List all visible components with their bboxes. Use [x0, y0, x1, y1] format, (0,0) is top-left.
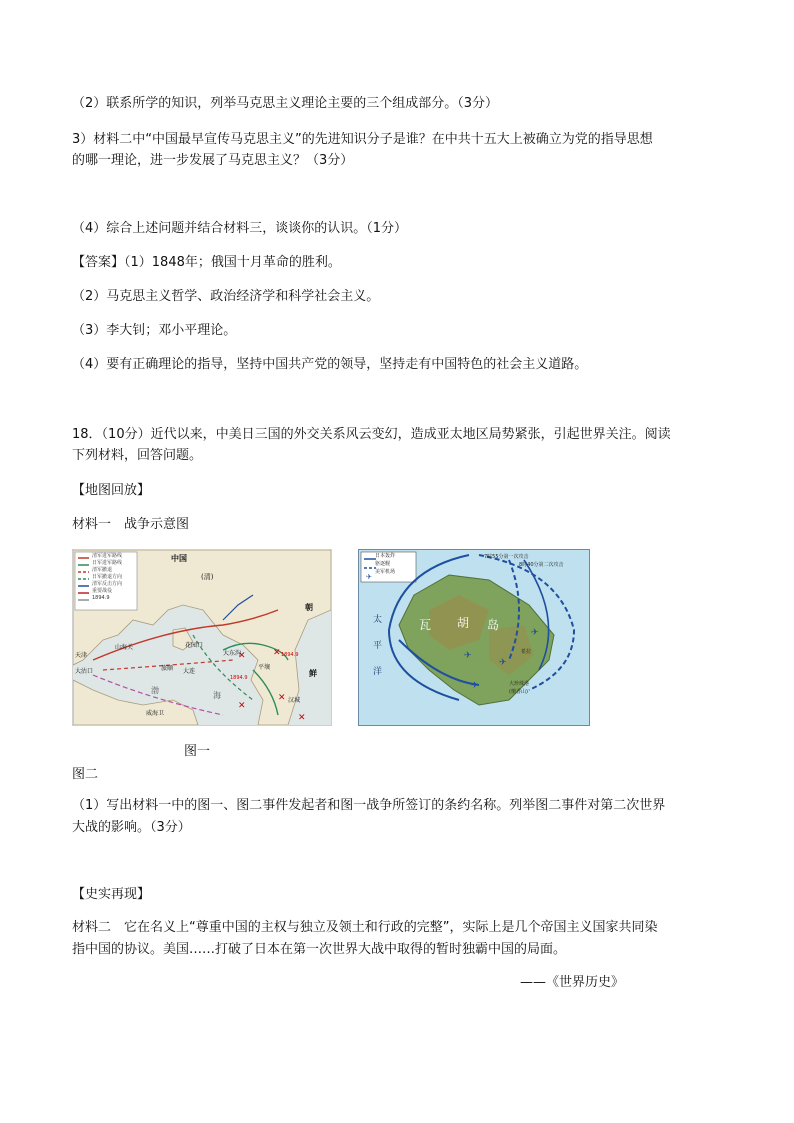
map-label-ocean-3: 洋	[373, 667, 383, 677]
svg-text:✕: ✕	[278, 693, 286, 703]
map-label-island-2: 胡	[457, 616, 470, 630]
legend-item: 日本轰炸	[375, 553, 396, 559]
map-label-shanhaiguan: 山海关	[115, 644, 134, 651]
sub-question-1-line1: （1）写出材料一中的图一、图二事件发起者和图一战争所签订的条约名称。列举图二事件对第二次世界	[72, 798, 666, 813]
question-4: （4）综合上述问题并结合材料三，谈谈你的认识。（1分）	[72, 221, 408, 236]
map-label-weihaiwei: 威海卫	[146, 710, 165, 717]
svg-text:✕: ✕	[273, 648, 281, 658]
svg-text:✈: ✈	[499, 658, 507, 668]
svg-text:✕: ✕	[298, 713, 306, 723]
svg-text:✈: ✈	[366, 573, 372, 581]
map-label-hancheng: 汉城	[288, 697, 301, 704]
question-3-line2: 的哪一理论，进一步发展了马克思主义？（3分）	[72, 153, 354, 168]
material-1-title: 材料一 战争示意图	[72, 517, 190, 532]
map-label-island-3: 岛	[487, 618, 500, 632]
map-label-dadonggou: 大东沟	[223, 650, 242, 657]
map-label-city: (檀香山)	[509, 689, 528, 695]
question-3-line1: 3）材料二中“中国最早宣传马克思主义”的先进知识分子是谁？在中共十五大上被确立为党的指导思想	[72, 132, 653, 147]
sub-question-1-line2: 大战的影响。（3分）	[72, 820, 191, 835]
question-18-line2: 下列材料，回答问题。	[72, 448, 203, 463]
attack-map-svg	[359, 550, 589, 725]
material-2-line1: 材料二 它在名义上“尊重中国的主权与独立及领土和行政的完整”，实际上是几个帝国主义国家共同染	[72, 920, 658, 935]
map-note-1: 7时55分第一次攻击	[484, 554, 529, 560]
map-label-korea-2: 鲜	[309, 669, 317, 678]
question-2: （2）联系所学的知识，列举马克思主义理论主要的三个组成部分。（3分）	[72, 96, 499, 111]
svg-text:✈: ✈	[464, 651, 472, 661]
legend-item: 1894.9	[92, 595, 110, 601]
map-label-port: 希拉	[521, 649, 532, 655]
legend-item: 清军反击方向	[92, 581, 123, 587]
map-label-qing: (清)	[201, 573, 214, 581]
map-note-2: 8时40分第二次攻击	[519, 562, 564, 568]
map-label-pearl-harbor: 大珍珠港	[509, 681, 530, 687]
map-label-dagukou: 大沽口	[75, 668, 94, 675]
map-label-pingrang: 平壤	[258, 664, 271, 671]
legend-item: 清军进军路线	[92, 553, 123, 559]
svg-text:✈: ✈	[471, 681, 479, 691]
section-history: 【史实再现】	[72, 887, 151, 902]
legend-item: 重要战役	[92, 588, 113, 594]
legend-item: 日军撤退方向	[92, 574, 123, 580]
legend-item: 清军撤退	[92, 567, 113, 573]
figure-2-caption: 图二	[72, 767, 99, 782]
answer-2: （2）马克思主义哲学、政治经济学和科学社会主义。	[72, 289, 380, 304]
legend-item: 驱逐舰	[375, 561, 391, 567]
legend-item: 日军进军路线	[92, 560, 123, 566]
figure-1-caption: 图一	[184, 744, 211, 759]
map-label-lvshun: 旅顺	[161, 665, 174, 672]
war-map-figure-1	[72, 549, 332, 726]
svg-text:✕: ✕	[238, 651, 246, 661]
map-label-date-2: 1894.9	[281, 652, 299, 658]
material-2-line2: 指中国的协议。美国……打破了日本在第一次世界大战中取得的暂时独霸中国的局面。	[72, 942, 567, 957]
answer-1: 【答案】（1）1848年；俄国十月革命的胜利。	[72, 255, 341, 270]
map-label-island-1: 瓦	[419, 618, 432, 632]
map-label-china: 中国	[171, 554, 187, 563]
map-label-korea-1: 朝	[305, 603, 313, 612]
svg-text:✕: ✕	[238, 701, 246, 711]
map-label-dalian: 大连	[183, 668, 196, 675]
map-label-sea: 渤	[151, 686, 159, 695]
question-18-line1: 18．（10分）近代以来，中美日三国的外交关系风云变幻，造成亚太地区局势紧张，引起世界关注。阅读	[72, 427, 671, 442]
svg-text:✈: ✈	[531, 628, 539, 638]
answer-4: （4）要有正确理论的指导，坚持中国共产党的领导，坚持走有中国特色的社会主义道路。	[72, 357, 588, 372]
map-label-huayuankou: 花园口	[185, 642, 204, 649]
map-label-ocean-1: 太	[373, 615, 383, 625]
legend-item: 美军机场	[375, 569, 396, 575]
section-map-review: 【地图回放】	[72, 483, 151, 498]
map-label-tianjin: 天津	[75, 652, 88, 659]
map-label-date-1: 1894.9	[230, 675, 248, 681]
map-label-sea-2: 海	[213, 691, 221, 700]
war-map-figure-2	[358, 549, 590, 726]
map-label-ocean-2: 平	[373, 641, 383, 651]
material-2-source: ——《世界历史》	[520, 975, 625, 990]
answer-3: （3）李大钊；邓小平理论。	[72, 323, 237, 338]
